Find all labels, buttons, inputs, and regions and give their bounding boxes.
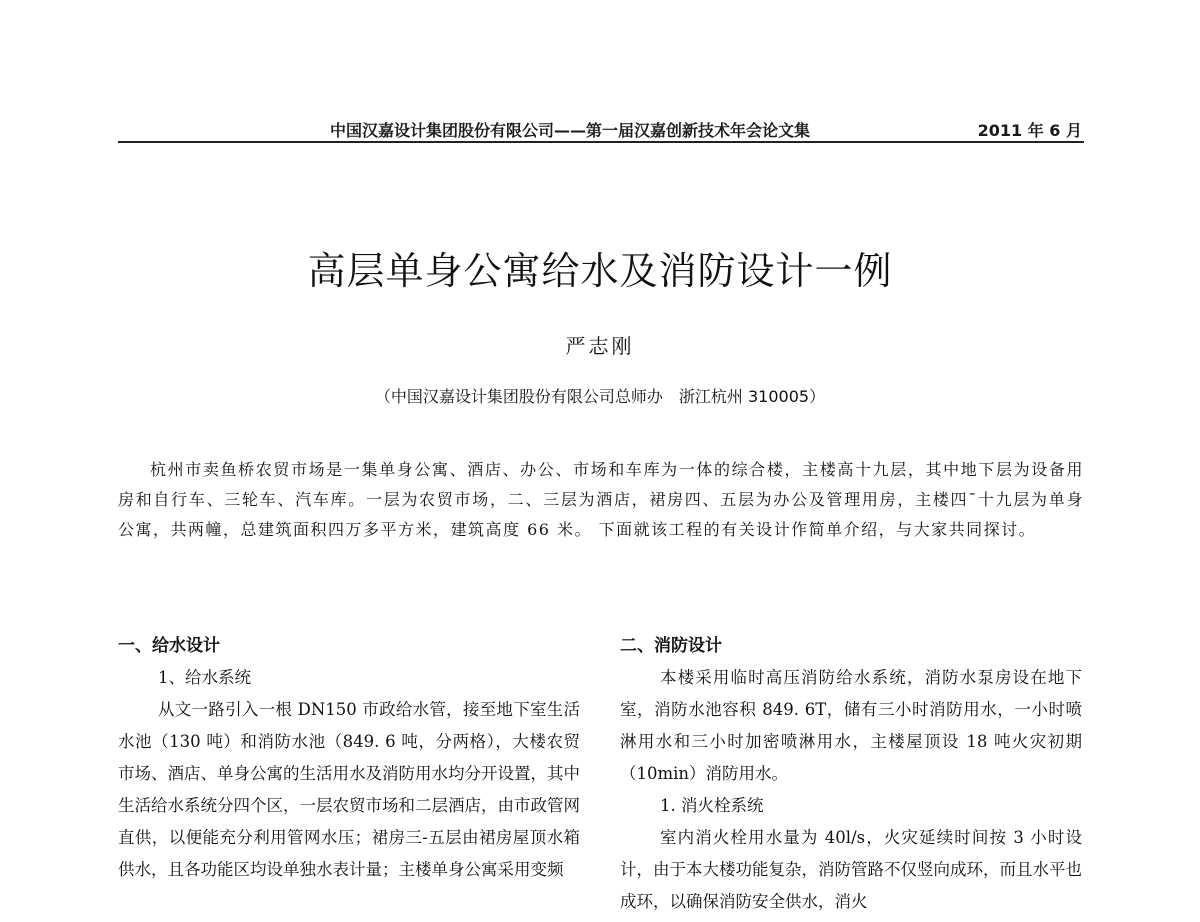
author-name: 严志刚 [565,334,635,358]
running-header-date: 2011 年 6 月 [977,121,1082,140]
paper-title: 高层单身公寓给水及消防设计一例 [307,249,893,293]
right-body-text-2: 室内消火栓用水量为 40l/s，火灾延续时间按 3 小时设计，由于本大楼功能复杂，消防管路不仅竖向成环，而且水平也成环，以确保消防安全供水，消火 [620,828,1082,911]
intro-text: 杭州市卖鱼桥农贸市场是一集单身公寓、酒店、办公、市场和车库为一体的综合楼，主楼高十九层，其中地下层为设备用房和自行车、三轮车、汽车库。一层为农贸市场，二、三层为酒店，裙房四、五层为办公及管理用房，主楼四¯十九层为单身公寓，共两幢，总建筑面积四万多平方米，建筑高度 66 米。 下面就该工程的有关设计作简单介绍，与大家共同探讨。 [118,460,1084,539]
running-header [118,118,1082,142]
header-rule [118,141,1084,143]
running-header-title: 中国汉嘉设计集团股份有限公司——第一届汉嘉创新技术年会论文集 [330,121,811,140]
left-body-text: 从文一路引入一根 DN150 市政给水管，接至地下室生活水池（130 吨）和消防水池（849. 6 吨，分两格），大楼农贸市场、酒店、单身公寓的生活用水及消防用水均分开设置，其中生活给水系统分四个区，一层农贸市场和二层酒店，由市政管网直供，以便能充分利用管网水压；裙房三-五层由裙房屋顶水箱供水，且各功能区均设单独水表计量；主楼单身公寓采用变频 [118,700,580,879]
intro-paragraph [118,455,1084,545]
section-heading-fire-protection: 二、消防设计 [620,636,722,656]
right-column [620,630,1082,918]
subheading-water-system: 1、给水系统 [158,668,251,687]
left-column [118,630,580,886]
subheading-hydrant-system: 1. 消火栓系统 [660,796,764,815]
right-body-text-1: 本楼采用临时高压消防给水系统，消防水泵房设在地下室，消防水池容积 849. 6T，储有三小时消防用水，一小时喷淋用水和三小时加密喷淋用水，主楼屋顶设 18 吨火灾初期（10min）消防用水。 [620,668,1082,783]
author-affiliation: （中国汉嘉设计集团股份有限公司总师办 浙江杭州 310005） [374,387,826,406]
section-heading-water-supply: 一、给水设计 [118,636,220,656]
